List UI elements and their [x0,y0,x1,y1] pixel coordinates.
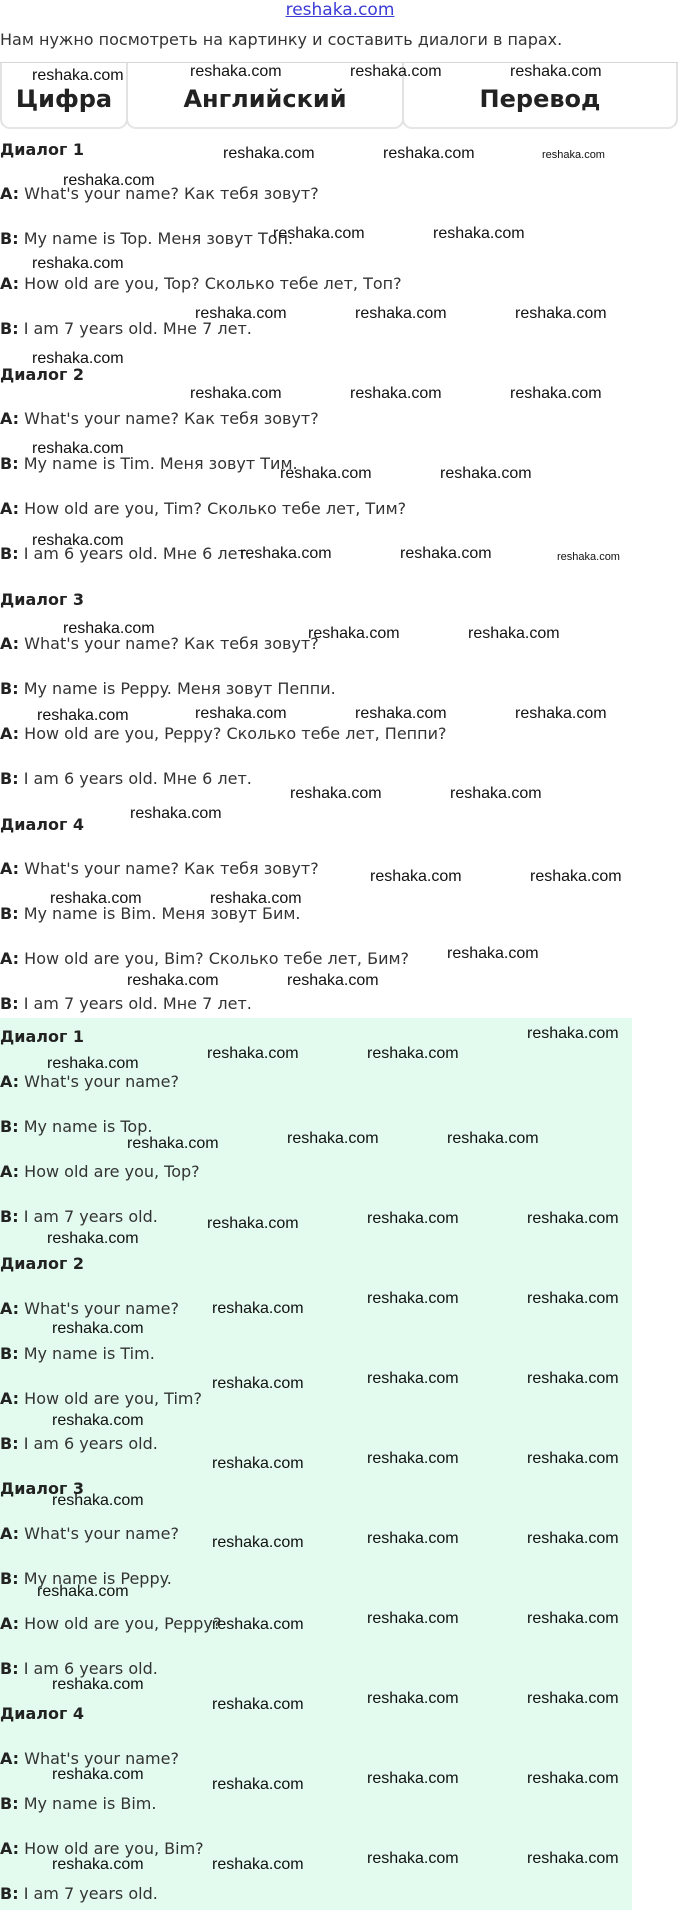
line-text: What's your name? Как тебя зовут? [24,634,319,653]
watermark: reshaka.com [127,1135,219,1152]
watermark: reshaka.com [367,1210,459,1227]
watermark: reshaka.com [37,1583,129,1600]
dialog-line [0,994,252,1014]
line-text: My name is Bim. Меня зовут Бим. [23,904,301,923]
dialog-line [0,1162,200,1182]
watermark: reshaka.com [515,305,607,322]
dialog-line [0,1207,158,1227]
speaker-label: A: [0,409,20,428]
dialog-line [0,454,298,474]
watermark: reshaka.com [355,305,447,322]
watermark: reshaka.com [450,785,542,802]
dialog-line [0,1749,179,1769]
speaker-label: A: [0,724,20,743]
speaker-label: A: [0,1749,20,1768]
dialog-line [0,274,402,294]
line-text: My name is Top. Меня зовут Топ. [23,229,294,248]
line-text: How old are you, Bim? Сколько тебе лет, Бим? [24,949,410,968]
watermark: reshaka.com [207,1215,299,1232]
line-text: My name is Tim. [23,1344,155,1363]
dialog-line [0,1884,158,1904]
watermark: reshaka.com [527,1850,619,1867]
dialog-line [0,1569,172,1589]
line-text: My name is Peppy. Меня зовут Пеппи. [23,679,336,698]
watermark: reshaka.com [52,1676,144,1693]
translation-dialogs [0,128,680,1018]
speaker-label: B: [0,454,19,473]
speaker-label: B: [0,1569,19,1588]
line-text: How old are you, Top? [24,1162,200,1181]
dialog-line [0,1434,158,1454]
watermark: reshaka.com [207,1045,299,1062]
watermark: reshaka.com [212,1300,304,1317]
watermark: reshaka.com [127,972,219,989]
speaker-label: B: [0,1434,19,1453]
dialog-line [0,1614,221,1634]
dialog-line [0,1344,155,1364]
line-text: My name is Tim. Меня зовут Тим. [23,454,298,473]
line-text: My name is Peppy. [23,1569,172,1588]
dialog-line [0,949,409,969]
line-text: What's your name? Как тебя зовут? [24,859,319,878]
watermark: reshaka.com [212,1696,304,1713]
speaker-label: A: [0,274,20,293]
english-dialogs [0,1018,632,1910]
line-text: How old are you, Tim? Сколько тебе лет, Тим? [24,499,407,518]
speaker-label: B: [0,1659,19,1678]
speaker-label: A: [0,499,20,518]
dialog-line [0,319,252,339]
watermark: reshaka.com [212,1856,304,1873]
watermark: reshaka.com [195,305,287,322]
tab-english[interactable]: Английский [126,63,404,129]
dialog-line [0,1299,179,1319]
dialog-line [0,724,446,744]
speaker-label: A: [0,184,20,203]
tab-digit[interactable]: Цифра [0,63,128,129]
watermark: reshaka.com [370,868,462,885]
line-text: My name is Top. [23,1117,153,1136]
watermark: reshaka.com [367,1530,459,1547]
watermark: reshaka.com [447,1130,539,1147]
watermark: reshaka.com [527,1530,619,1547]
watermark: reshaka.com [240,545,332,562]
line-text: I am 7 years old. Мне 7 лет. [23,319,252,338]
dialog-line [0,634,319,654]
watermark: reshaka.com [212,1534,304,1551]
speaker-label: B: [0,994,19,1013]
watermark: reshaka.com [190,385,282,402]
watermark: reshaka.com [52,1412,144,1429]
dialog-line [0,229,293,249]
watermark: reshaka.com [212,1375,304,1392]
speaker-label: A: [0,1614,20,1633]
dialog-line [0,859,319,879]
watermark: reshaka.com [32,255,124,272]
speaker-label: A: [0,949,20,968]
watermark: reshaka.com [515,705,607,722]
watermark: reshaka.com [510,63,602,80]
dialog-line [0,679,336,699]
watermark: reshaka.com [510,385,602,402]
watermark: reshaka.com [383,145,475,162]
watermark: reshaka.com [52,1492,144,1509]
dialog-line [0,1524,179,1544]
line-text: How old are you, Peppy? [24,1614,222,1633]
line-text: I am 6 years old. [23,1659,158,1678]
dialog-line [0,499,406,519]
watermark: reshaka.com [37,707,129,724]
watermark: reshaka.com [527,1770,619,1787]
speaker-label: B: [0,679,19,698]
dialog-line [0,1659,158,1679]
speaker-label: A: [0,1299,20,1318]
line-text: What's your name? [24,1299,179,1318]
line-text: How old are you, Tim? [24,1389,202,1408]
watermark: reshaka.com [63,172,155,189]
watermark: reshaka.com [367,1450,459,1467]
watermark: reshaka.com [130,805,222,822]
line-text: What's your name? [24,1749,179,1768]
dialog-line [0,904,301,924]
watermark: reshaka.com [527,1025,619,1042]
speaker-label: B: [0,1794,19,1813]
dialog-heading: Диалог 3 [0,590,85,609]
dialog-line [0,1072,179,1092]
speaker-label: B: [0,319,19,338]
watermark: reshaka.com [287,972,379,989]
watermark: reshaka.com [557,551,620,563]
watermark: reshaka.com [527,1290,619,1307]
watermark: reshaka.com [287,1130,379,1147]
watermark: reshaka.com [527,1610,619,1627]
speaker-label: A: [0,1162,20,1181]
watermark: reshaka.com [468,625,560,642]
watermark: reshaka.com [367,1290,459,1307]
watermark: reshaka.com [290,785,382,802]
dialog-line [0,1389,202,1409]
line-text: I am 6 years old. Мне 6 лет. [23,544,252,563]
site-link[interactable]: reshaka.com [285,0,395,20]
line-text: How old are you, Peppy? Сколько тебе лет, Пеппи? [24,724,447,743]
speaker-label: A: [0,1839,20,1858]
watermark: reshaka.com [367,1770,459,1787]
dialog-heading: Диалог 2 [0,365,85,384]
task-instruction: Нам нужно посмотреть на картинку и составить диалоги в парах. [0,30,563,49]
dialog-heading: Диалог 1 [0,1027,85,1046]
speaker-label: B: [0,1117,19,1136]
dialog-heading: Диалог 2 [0,1254,85,1273]
speaker-label: B: [0,1884,19,1903]
watermark: reshaka.com [527,1450,619,1467]
watermark: reshaka.com [527,1370,619,1387]
speaker-label: B: [0,904,19,923]
watermark: reshaka.com [440,465,532,482]
dialog-line [0,1117,152,1137]
line-text: My name is Bim. [23,1794,157,1813]
line-text: I am 7 years old. Мне 7 лет. [23,994,252,1013]
line-text: What's your name? [24,1524,179,1543]
watermark: reshaka.com [355,705,447,722]
watermark: reshaka.com [367,1045,459,1062]
watermark: reshaka.com [195,705,287,722]
dialog-line [0,544,252,564]
watermark: reshaka.com [50,890,142,907]
watermark: reshaka.com [447,945,539,962]
watermark: reshaka.com [212,1776,304,1793]
speaker-label: B: [0,1207,19,1226]
watermark: reshaka.com [273,225,365,242]
watermark: reshaka.com [400,545,492,562]
watermark: reshaka.com [527,1210,619,1227]
watermark: reshaka.com [52,1320,144,1337]
watermark: reshaka.com [350,63,442,80]
watermark: reshaka.com [47,1230,139,1247]
dialog-line [0,184,319,204]
watermark: reshaka.com [367,1610,459,1627]
line-text: What's your name? Как тебя зовут? [24,184,319,203]
watermark: reshaka.com [367,1370,459,1387]
watermark: reshaka.com [63,620,155,637]
speaker-label: A: [0,1524,20,1543]
watermark: reshaka.com [280,465,372,482]
watermark: reshaka.com [433,225,525,242]
speaker-label: A: [0,1389,20,1408]
watermark: reshaka.com [32,350,124,367]
dialog-line [0,1794,156,1814]
watermark: reshaka.com [210,890,302,907]
watermark: reshaka.com [212,1455,304,1472]
watermark: reshaka.com [47,1055,139,1072]
dialog-line [0,1839,204,1859]
watermark: reshaka.com [52,1766,144,1783]
line-text: How old are you, Top? Сколько тебе лет, Топ? [24,274,402,293]
speaker-label: A: [0,1072,20,1091]
speaker-label: A: [0,634,20,653]
watermark: reshaka.com [190,63,282,80]
line-text: How old are you, Bim? [24,1839,204,1858]
tab-bar [0,62,678,129]
watermark: reshaka.com [530,868,622,885]
watermark: reshaka.com [52,1856,144,1873]
dialog-heading: Диалог 4 [0,1704,85,1723]
line-text: I am 6 years old. [23,1434,158,1453]
dialog-heading: Диалог 3 [0,1479,85,1498]
watermark: reshaka.com [32,67,124,84]
dialog-line [0,409,319,429]
speaker-label: B: [0,544,19,563]
watermark: reshaka.com [32,440,124,457]
line-text: I am 7 years old. [23,1207,158,1226]
watermark: reshaka.com [350,385,442,402]
watermark: reshaka.com [223,145,315,162]
dialog-heading: Диалог 1 [0,140,85,159]
dialog-line [0,769,252,789]
line-text: I am 6 years old. Мне 6 лет. [23,769,252,788]
tab-translation[interactable]: Перевод [402,63,678,129]
line-text: What's your name? Как тебя зовут? [24,409,319,428]
dialog-heading: Диалог 4 [0,815,85,834]
line-text: What's your name? [24,1072,179,1091]
speaker-label: B: [0,769,19,788]
watermark: reshaka.com [308,625,400,642]
watermark: reshaka.com [542,149,605,161]
watermark: reshaka.com [367,1690,459,1707]
speaker-label: B: [0,1344,19,1363]
line-text: I am 7 years old. [23,1884,158,1903]
speaker-label: B: [0,229,19,248]
watermark: reshaka.com [527,1690,619,1707]
watermark: reshaka.com [367,1850,459,1867]
watermark: reshaka.com [212,1616,304,1633]
speaker-label: A: [0,859,20,878]
watermark: reshaka.com [32,532,124,549]
